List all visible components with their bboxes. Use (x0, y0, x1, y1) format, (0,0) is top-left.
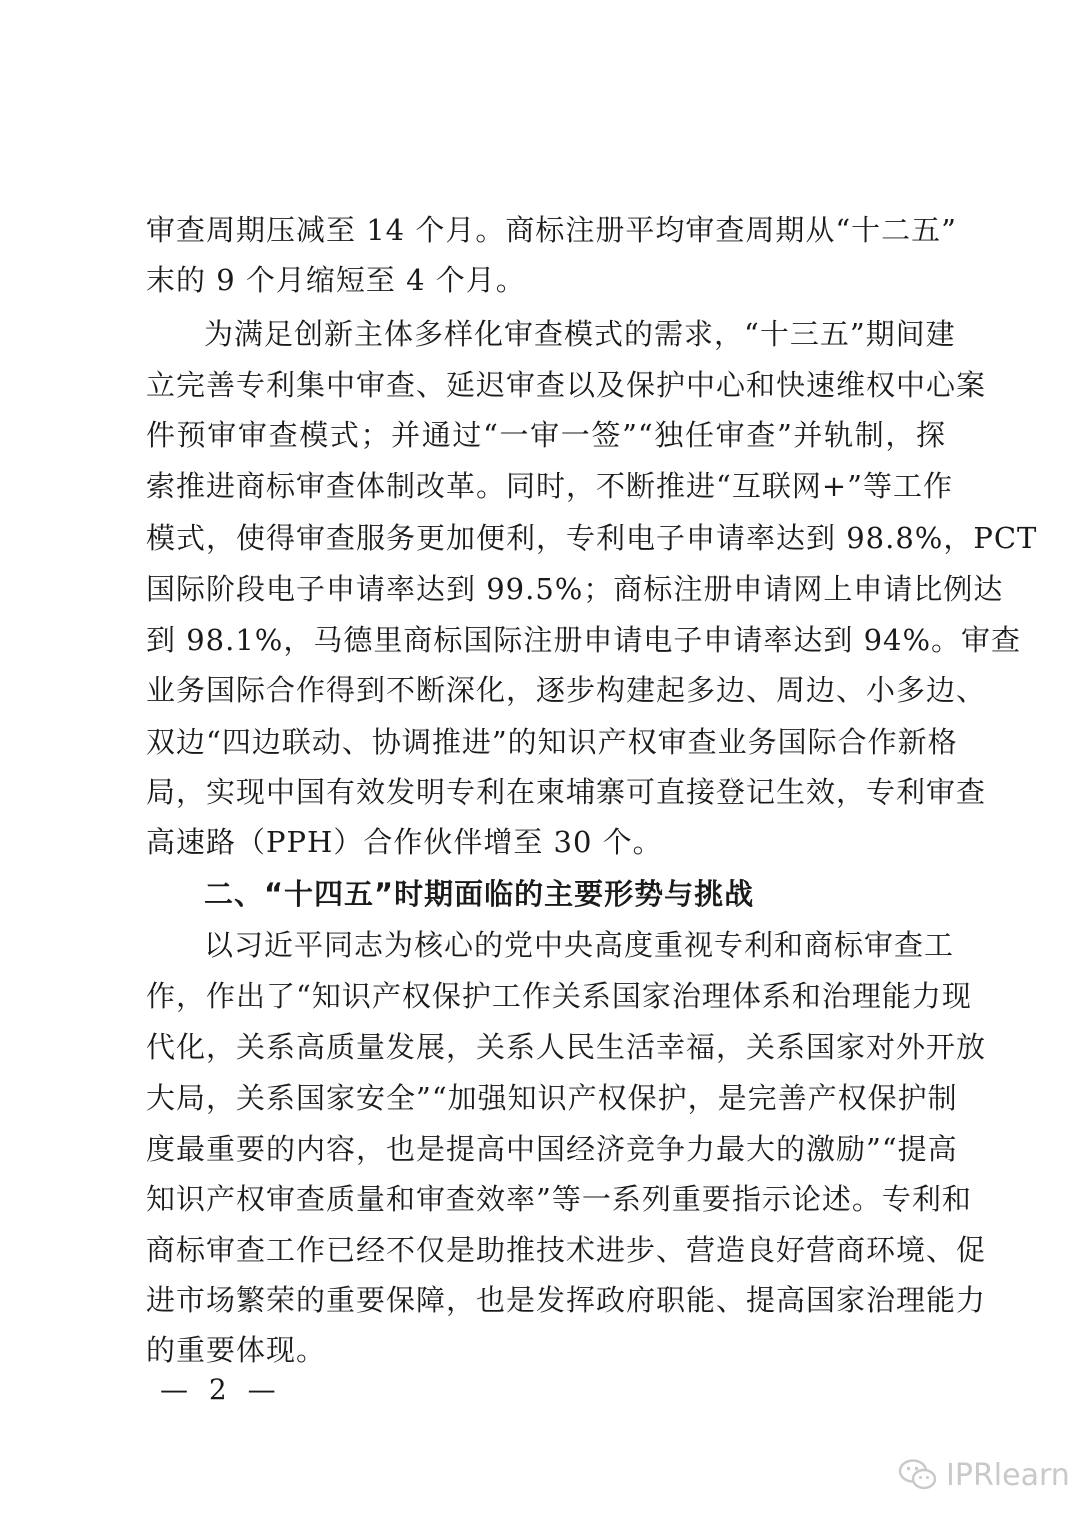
paragraph-3-line-5: 度最重要的内容，也是提高中国经济竞争力最大的激励”“提高 (146, 1132, 958, 1166)
paragraph-3-line-1: 以习近平同志为核心的党中央高度重视专利和商标审查工 (204, 928, 955, 962)
paragraph-3-line-8: 进市场繁荣的重要保障，也是发挥政府职能、提高国家治理能力 (146, 1283, 987, 1317)
paragraph-2-line-3: 件预审审查模式；并通过“一审一签”“独任审查”并轨制，探 (146, 418, 946, 452)
paragraph-2-line-5: 模式，使得审查服务更加便利，专利电子申请率达到 98.8%，PCT (146, 521, 1038, 555)
paragraph-2-line-7: 到 98.1%，马德里商标国际注册申请电子申请率达到 94%。审查 (146, 623, 1022, 657)
paragraph-3-line-7: 商标审查工作已经不仅是助推技术进步、营造良好营商环境、促 (146, 1233, 987, 1267)
paragraph-3-line-4: 大局，关系国家安全”“加强知识产权保护，是完善产权保护制 (146, 1081, 958, 1115)
paragraph-2-line-11: 高速路（PPH）合作伙伴增至 30 个。 (146, 825, 663, 859)
paragraph-2-line-10: 局，实现中国有效发明专利在柬埔寨可直接登记生效，专利审查 (146, 775, 987, 809)
watermark-text: IPRlearn (946, 1457, 1070, 1493)
wechat-icon (898, 1458, 938, 1492)
paragraph-2-line-9: 双边“四边联动、协调推进”的知识产权审查业务国际合作新格 (146, 725, 958, 759)
paragraph-2-line-2: 立完善专利集中审查、延迟审查以及保护中心和快速维权中心案 (146, 368, 987, 402)
paragraph-2-line-6: 国际阶段电子申请率达到 99.5%；商标注册申请网上申请比例达 (146, 572, 1004, 606)
section-heading: 二、“十四五”时期面临的主要形势与挑战 (204, 877, 755, 911)
page-number: — 2 — (160, 1373, 282, 1406)
paragraph-3-line-2: 作，作出了“知识产权保护工作关系国家治理体系和治理能力现 (146, 979, 972, 1013)
watermark (898, 1455, 1070, 1495)
paragraph-2-line-1: 为满足创新主体多样化审查模式的需求，“十三五”期间建 (204, 317, 956, 351)
paragraph-2-line-4: 索推进商标审查体制改革。同时，不断推进“互联网+”等工作 (146, 469, 953, 503)
paragraph-3-line-6: 知识产权审查质量和审查效率”等一系列重要指示论述。专利和 (146, 1182, 972, 1216)
paragraph-1-line-2: 末的 9 个月缩短至 4 个月。 (146, 263, 526, 297)
paragraph-1-line-1: 审查周期压减至 14 个月。商标注册平均审查周期从“十二五” (146, 213, 957, 247)
paragraph-3-line-3: 代化，关系高质量发展，关系人民生活幸福，关系国家对外开放 (146, 1030, 987, 1064)
paragraph-3-line-9: 的重要体现。 (146, 1333, 327, 1367)
paragraph-2-line-8: 业务国际合作得到不断深化，逐步构建起多边、周边、小多边、 (146, 673, 987, 707)
